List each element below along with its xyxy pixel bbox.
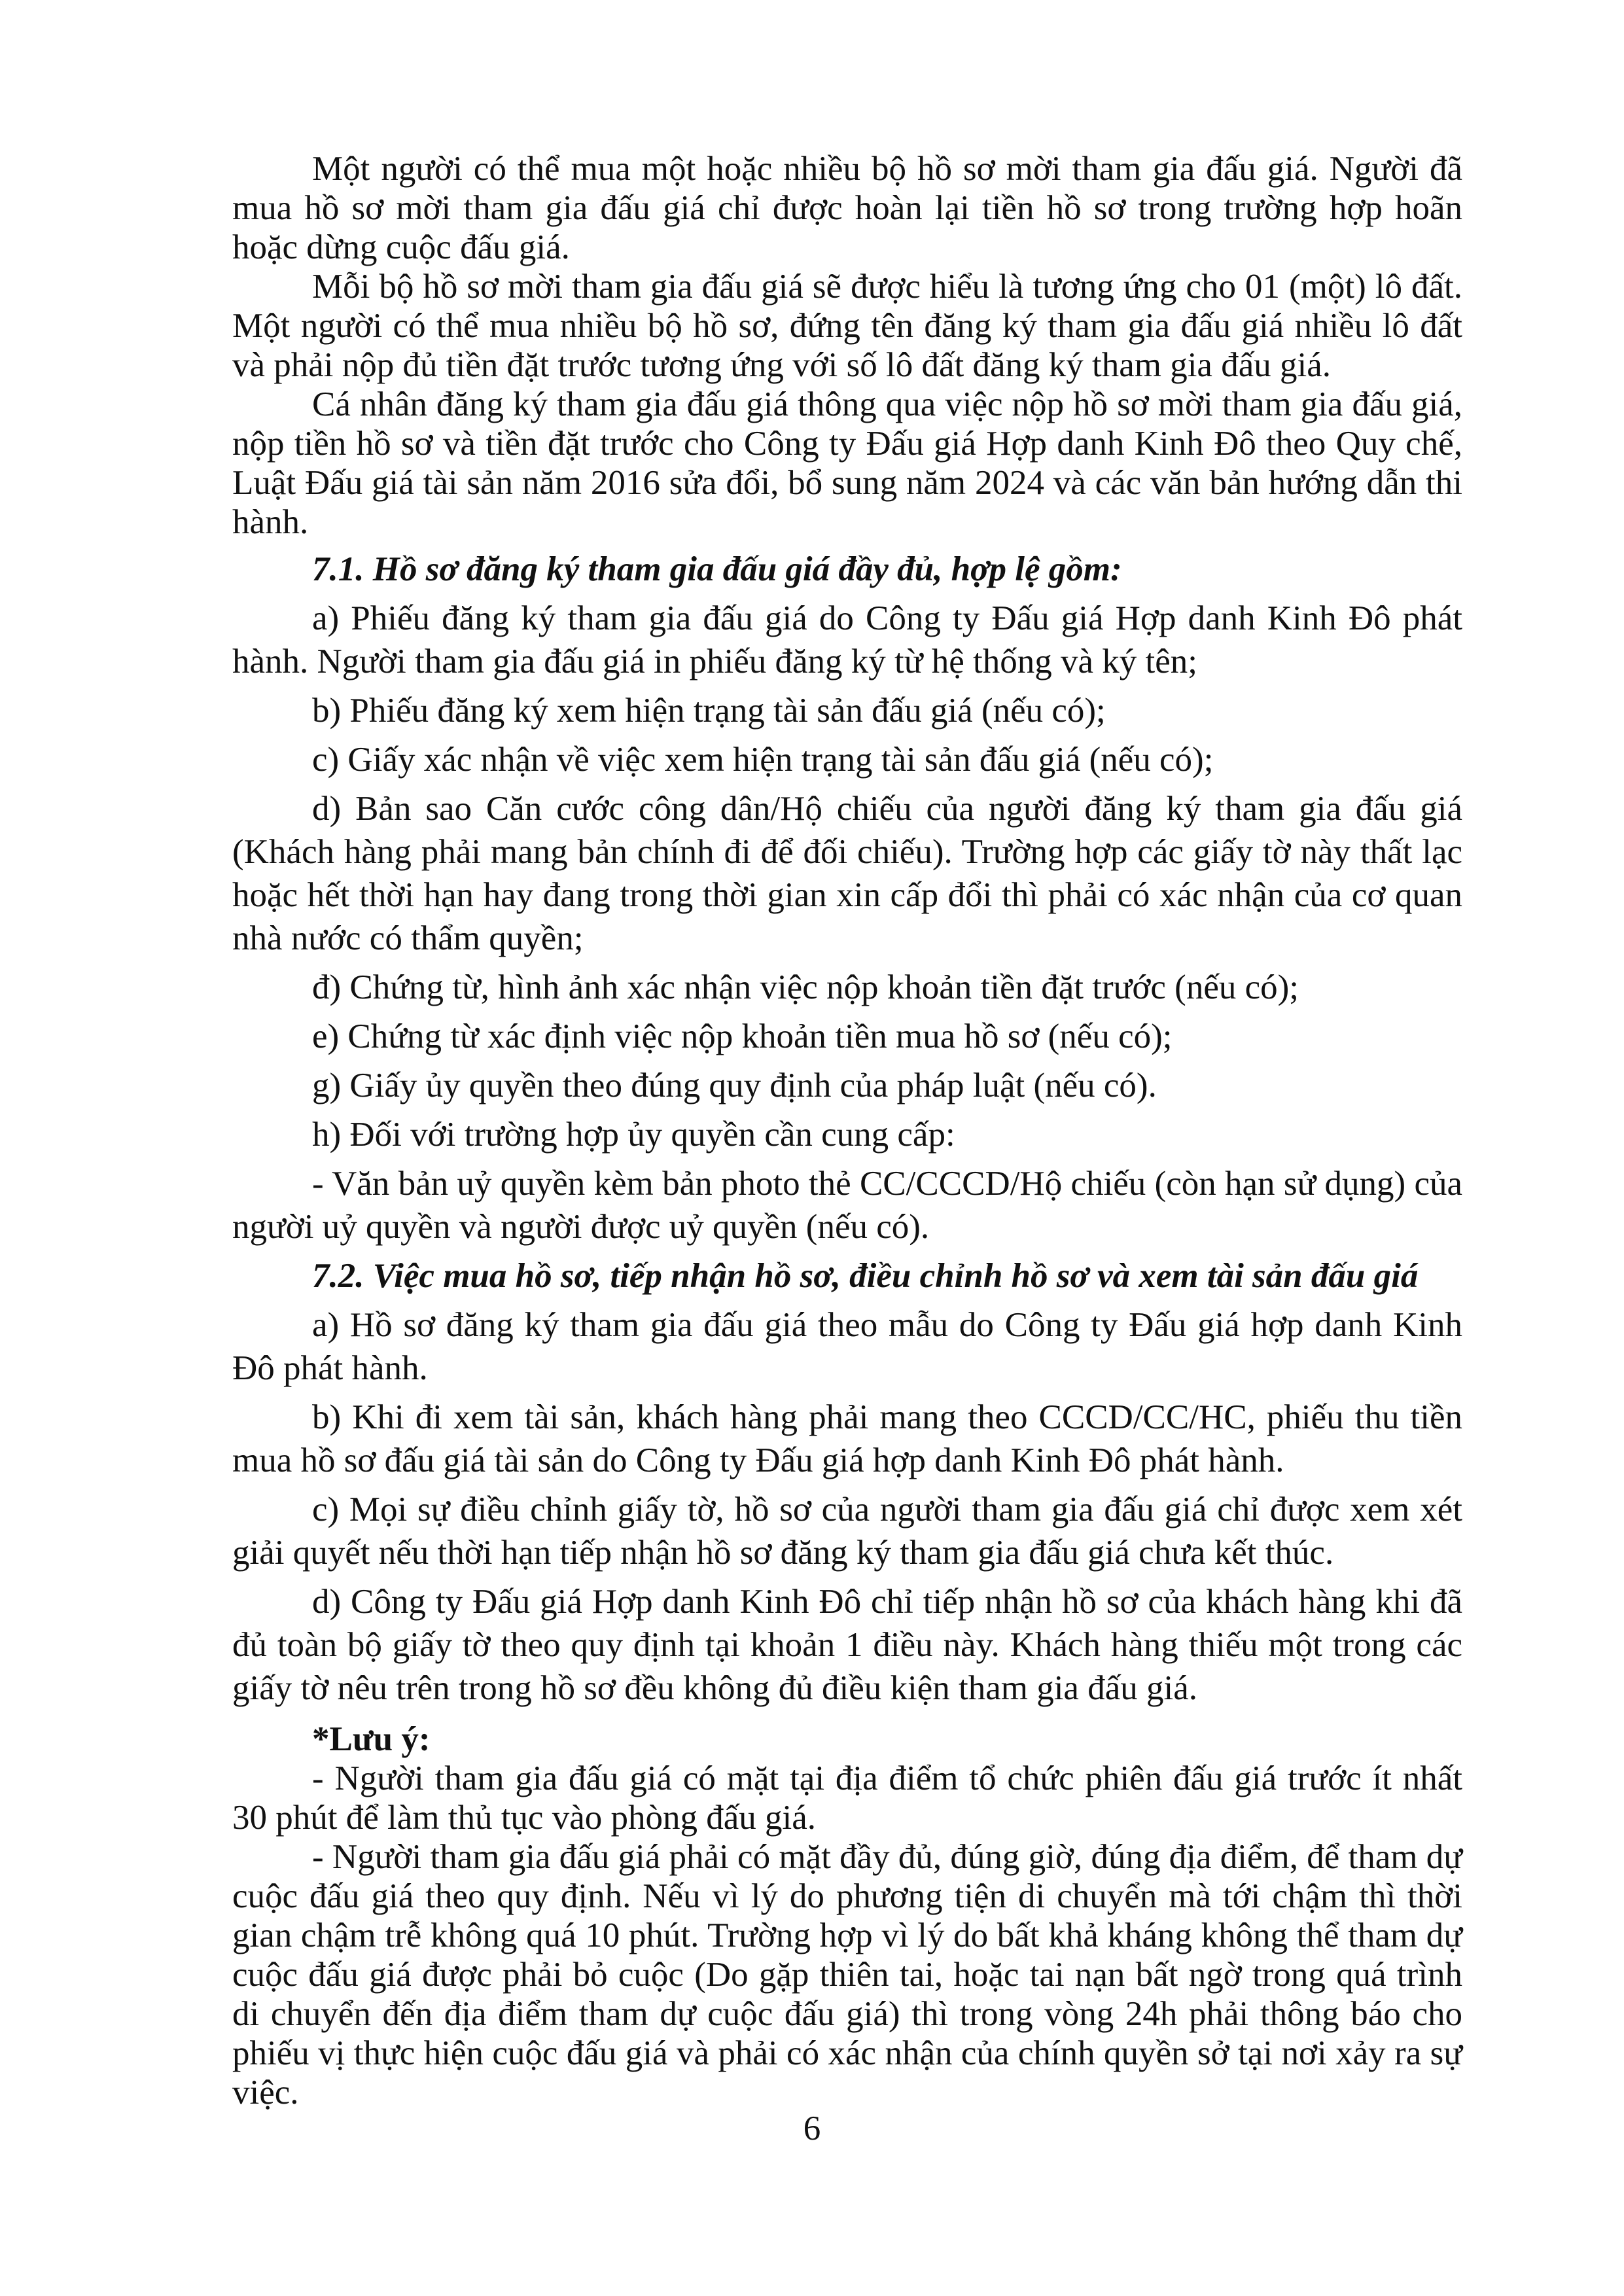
list-item: c) Mọi sự điều chỉnh giấy tờ, hồ sơ của người tham gia đấu giá chỉ được xem xét giải quyết nếu thời hạn tiếp nhận hồ sơ đăng ký tham gia đấu giá chưa kết thúc. — [232, 1491, 1462, 1572]
note-item: - Người tham gia đấu giá có mặt tại địa điểm tổ chức phiên đấu giá trước ít nhất 30 phút để làm thủ tục vào phòng đấu giá. — [232, 1759, 1462, 1837]
list-item: d) Công ty Đấu giá Hợp danh Kinh Đô chỉ tiếp nhận hồ sơ của khách hàng khi đã đủ toàn bộ giấy tờ theo quy định tại khoản 1 điều này. Khách hàng thiếu một trong các giấy tờ nêu trên trong hồ sơ đều không đủ điều kiện tham gia đấu giá. — [232, 1583, 1462, 1707]
page-number: 6 — [803, 2110, 821, 2147]
list-item: c) Giấy xác nhận về việc xem hiện trạng tài sản đấu giá (nếu có); — [312, 741, 1214, 779]
list-item: a) Phiếu đăng ký tham gia đấu giá do Công ty Đấu giá Hợp danh Kinh Đô phát hành. Người tham gia đấu giá in phiếu đăng ký từ hệ thống và ký tên; — [232, 599, 1462, 680]
paragraph: Mỗi bộ hồ sơ mời tham gia đấu giá sẽ được hiểu là tương ứng cho 01 (một) lô đất. Một người có thể mua nhiều bộ hồ sơ, đứng tên đăng ký tham gia đấu giá nhiều lô đất và phải nộp đủ tiền đặt trước tương ứng với số lô đất đăng ký tham gia đấu giá. — [232, 268, 1462, 384]
note-item: - Người tham gia đấu giá phải có mặt đầy đủ, đúng giờ, đúng địa điểm, để tham dự cuộc đấu giá theo quy định. Nếu vì lý do phương tiện di chuyển mà tới chậm thì thời gian chậm trễ không quá 10 phút. Trường hợp vì lý do bất khả kháng không thể tham dự cuộc đấu giá được phải bỏ cuộc (Do gặp thiên tai, hoặc tai nạn bất ngờ trong quá trình di chuyển đến địa điểm tham dự cuộc đấu giá) thì trong vòng 24h phải thông báo cho phiếu vị thực hiện cuộc đấu giá và phải có xác nhận của chính quyền sở tại nơi xảy ra sự việc. — [232, 1838, 1462, 2111]
note-heading: *Lưu ý: — [312, 1720, 431, 1758]
list-item: h) Đối với trường hợp ủy quyền cần cung cấp: — [312, 1116, 955, 1154]
paragraph: Một người có thể mua một hoặc nhiều bộ hồ sơ mời tham gia đấu giá. Người đã mua hồ sơ mời tham gia đấu giá chỉ được hoàn lại tiền hồ sơ trong trường hợp hoãn hoặc dừng cuộc đấu giá. — [232, 150, 1462, 266]
section-heading-7-1: 7.1. Hồ sơ đăng ký tham gia đấu giá đầy đủ, hợp lệ gồm: — [312, 550, 1122, 588]
paragraph: Cá nhân đăng ký tham gia đấu giá thông qua việc nộp hồ sơ mời tham gia đấu giá, nộp tiền hồ sơ và tiền đặt trước cho Công ty Đấu giá Hợp danh Kinh Đô theo Quy chế, Luật Đấu giá tài sản năm 2016 sửa đổi, bổ sung năm 2024 và các văn bản hướng dẫn thi hành. — [232, 385, 1462, 541]
list-item: b) Khi đi xem tài sản, khách hàng phải mang theo CCCD/CC/HC, phiếu thu tiền mua hồ sơ đấu giá tài sản do Công ty Đấu giá hợp danh Kinh Đô phát hành. — [232, 1398, 1462, 1479]
list-item: b) Phiếu đăng ký xem hiện trạng tài sản đấu giá (nếu có); — [312, 692, 1106, 730]
document-body — [232, 149, 1462, 2112]
list-item: đ) Chứng từ, hình ảnh xác nhận việc nộp khoản tiền đặt trước (nếu có); — [312, 968, 1299, 1006]
list-item: d) Bản sao Căn cước công dân/Hộ chiếu của người đăng ký tham gia đấu giá (Khách hàng phải mang bản chính đi để đối chiếu). Trường hợp các giấy tờ này thất lạc hoặc hết thời hạn hay đang trong thời gian xin cấp đổi thì phải có xác nhận của cơ quan nhà nước có thẩm quyền; — [232, 790, 1462, 957]
list-item: a) Hồ sơ đăng ký tham gia đấu giá theo mẫu do Công ty Đấu giá hợp danh Kinh Đô phát hành. — [232, 1306, 1462, 1387]
list-item: e) Chứng từ xác định việc nộp khoản tiền mua hồ sơ (nếu có); — [312, 1017, 1173, 1055]
list-item: - Văn bản uỷ quyền kèm bản photo thẻ CC/CCCD/Hộ chiếu (còn hạn sử dụng) của người uỷ quyền và người được uỷ quyền (nếu có). — [232, 1165, 1462, 1246]
section-heading-7-2: 7.2. Việc mua hồ sơ, tiếp nhận hồ sơ, điều chỉnh hồ sơ và xem tài sản đấu giá — [312, 1257, 1419, 1295]
list-item: g) Giấy ủy quyền theo đúng quy định của pháp luật (nếu có). — [312, 1067, 1157, 1104]
